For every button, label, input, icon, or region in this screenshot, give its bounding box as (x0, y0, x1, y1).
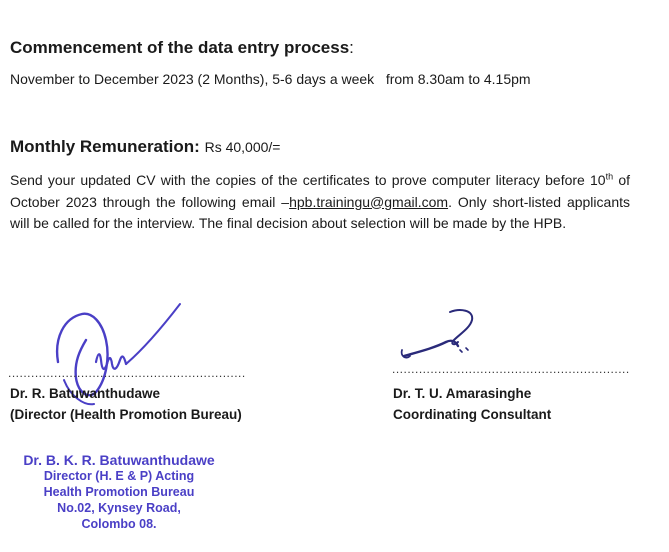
stamp-line-1: Dr. B. K. R. Batuwanthudawe (23, 452, 215, 468)
right-signature-icon (398, 306, 488, 366)
commencement-heading-text: Commencement of the data entry process (10, 38, 350, 57)
instructions-sup: th (605, 171, 614, 182)
left-signature-line: .............................................................. (8, 366, 246, 380)
stamp-line-4: No.02, Kynsey Road, (57, 501, 181, 515)
instructions-part2: of October 2023 through the following email – (10, 172, 630, 210)
remuneration-amount: Rs 40,000/= (204, 139, 281, 155)
right-signatory-title: Coordinating Consultant (393, 407, 552, 422)
instructions-part1: Send your updated CV with the copies of the certificates to prove computer literacy before 10 (10, 172, 606, 188)
remuneration-colon: : (194, 137, 200, 156)
instructions-part3: . Only short-listed applicants will be called for the interview. The final decision about selection will be made by the HPB. (10, 193, 630, 231)
remuneration-heading (10, 137, 280, 157)
right-signatory-name: Dr. T. U. Amarasinghe (393, 386, 532, 401)
official-stamp (14, 452, 224, 532)
stamp-line-2: Director (H. E & P) Acting (43, 469, 195, 483)
commencement-heading (10, 38, 354, 58)
stamp-line-5: Colombo 08. (81, 517, 157, 531)
left-signatory-title: (Director (Health Promotion Bureau) (10, 407, 242, 422)
email-link[interactable]: hpb.trainingu@gmail.com (289, 193, 449, 210)
instructions-paragraph (10, 170, 630, 235)
commencement-heading-colon: : (349, 38, 354, 57)
right-signature-line: .............................................................. (392, 362, 630, 376)
left-signatory-name: Dr. R. Batuwanthudawe (10, 386, 161, 401)
stamp-line-3: Health Promotion Bureau (43, 485, 195, 499)
commencement-text: November to December 2023 (2 Months), 5-6 days a week from 8.30am to 4.15pm (10, 71, 531, 87)
remuneration-heading-text: Monthly Remuneration (10, 137, 195, 156)
